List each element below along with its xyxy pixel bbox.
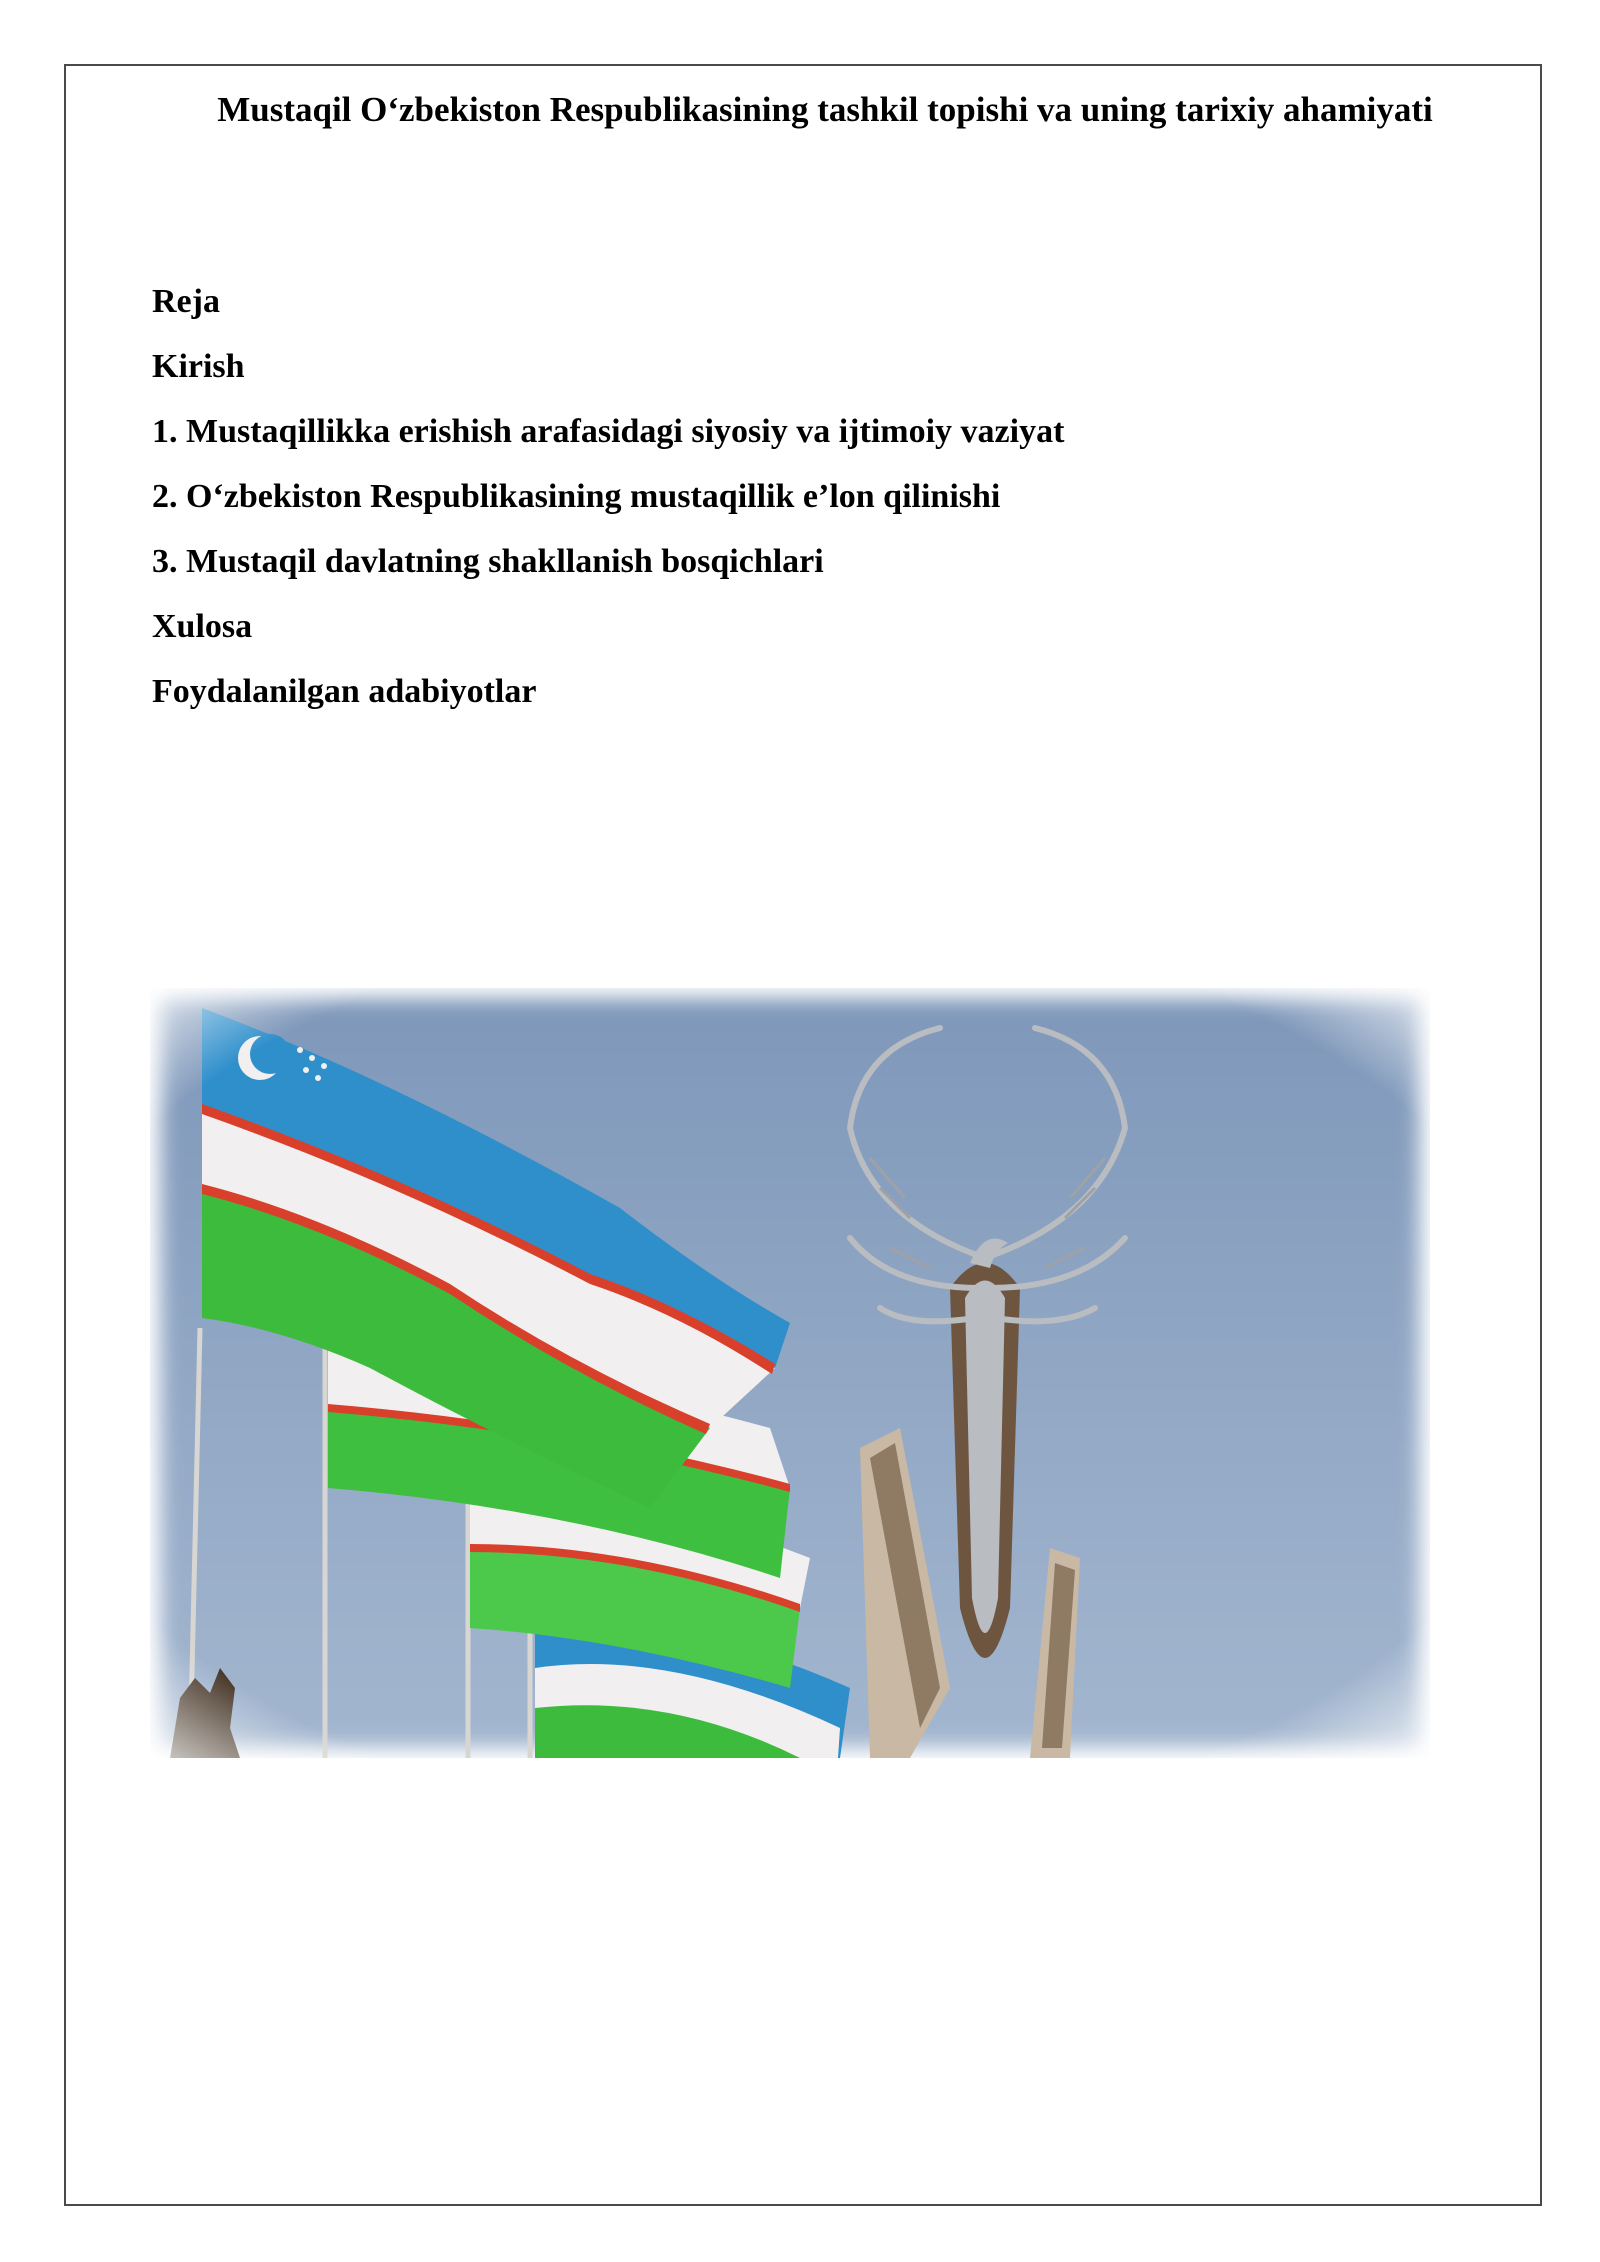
- plan-item-references: Foydalanilgan adabiyotlar: [152, 673, 537, 710]
- plan-item-1: 1. Mustaqillikka erishish arafasidagi siyosiy va ijtimoiy vaziyat: [152, 413, 1065, 450]
- plan-item-conclusion: Xulosa: [152, 608, 253, 645]
- plan-outline: [152, 280, 1064, 735]
- flags-monument-image: [150, 988, 1430, 1758]
- plan-item-introduction: Kirish: [152, 348, 245, 385]
- plan-item-3: 3. Mustaqil davlatning shakllanish bosqichlari: [152, 543, 824, 580]
- document-title: Mustaqil O‘zbekiston Respublikasining tashkil topishi va uning tarixiy ahamiyati: [217, 90, 1433, 129]
- photo-vignette: [150, 988, 1430, 1758]
- uzbek-flags-and-phoenix-monument-photo: [150, 988, 1430, 1758]
- plan-heading: Reja: [152, 283, 220, 320]
- plan-item-2: 2. O‘zbekiston Respublikasining mustaqillik e’lon qilinishi: [152, 478, 1001, 515]
